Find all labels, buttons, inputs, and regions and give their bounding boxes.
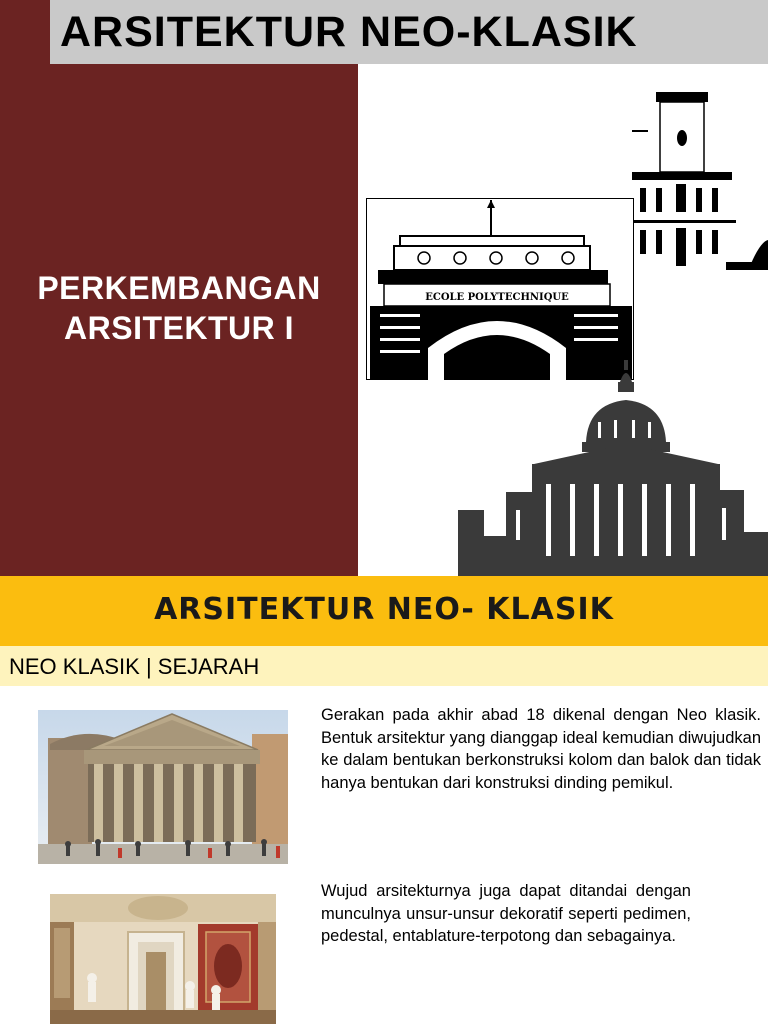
interior-photo xyxy=(50,894,276,1024)
ecole-polytechnique-illustration xyxy=(366,198,634,380)
slide-history xyxy=(0,576,768,1024)
paragraph-decorative: Wujud arsitekturnya juga dapat ditandai dengan munculnya unsur-unsur dekoratif seperti pedimen, pedestal, entablature-terpotong dan sebagainya. xyxy=(321,882,691,945)
pantheon-rome-photo xyxy=(38,710,288,864)
subtitle-line-2: ARSITEKTUR I xyxy=(64,310,294,346)
subtitle-line-1: PERKEMBANGAN xyxy=(37,270,321,306)
heading-band xyxy=(0,576,768,646)
section-label: NEO KLASIK | SEJARAH xyxy=(9,654,260,679)
band-title: ARSITEKTUR NEO- KLASIK xyxy=(154,592,614,627)
tower-illustration xyxy=(626,70,768,270)
slide-subtitle xyxy=(0,268,358,348)
section-strip xyxy=(0,646,768,686)
gate-inscription: ECOLE POLYTECHNIQUE xyxy=(425,292,569,303)
paragraph-history: Gerakan pada akhir abad 18 dikenal dengan Neo klasik. Bentuk arsitektur yang dianggap ideal kemudian diwujudkan ke dalam bentukan berkonstruksi kolom dan balok dan tidak hanya bentukan dari konstruksi dinding pemikul. xyxy=(321,706,761,792)
pantheon-paris-illustration xyxy=(458,360,768,576)
slide-title-text: ARSITEKTUR NEO-KLASIK xyxy=(60,8,638,56)
